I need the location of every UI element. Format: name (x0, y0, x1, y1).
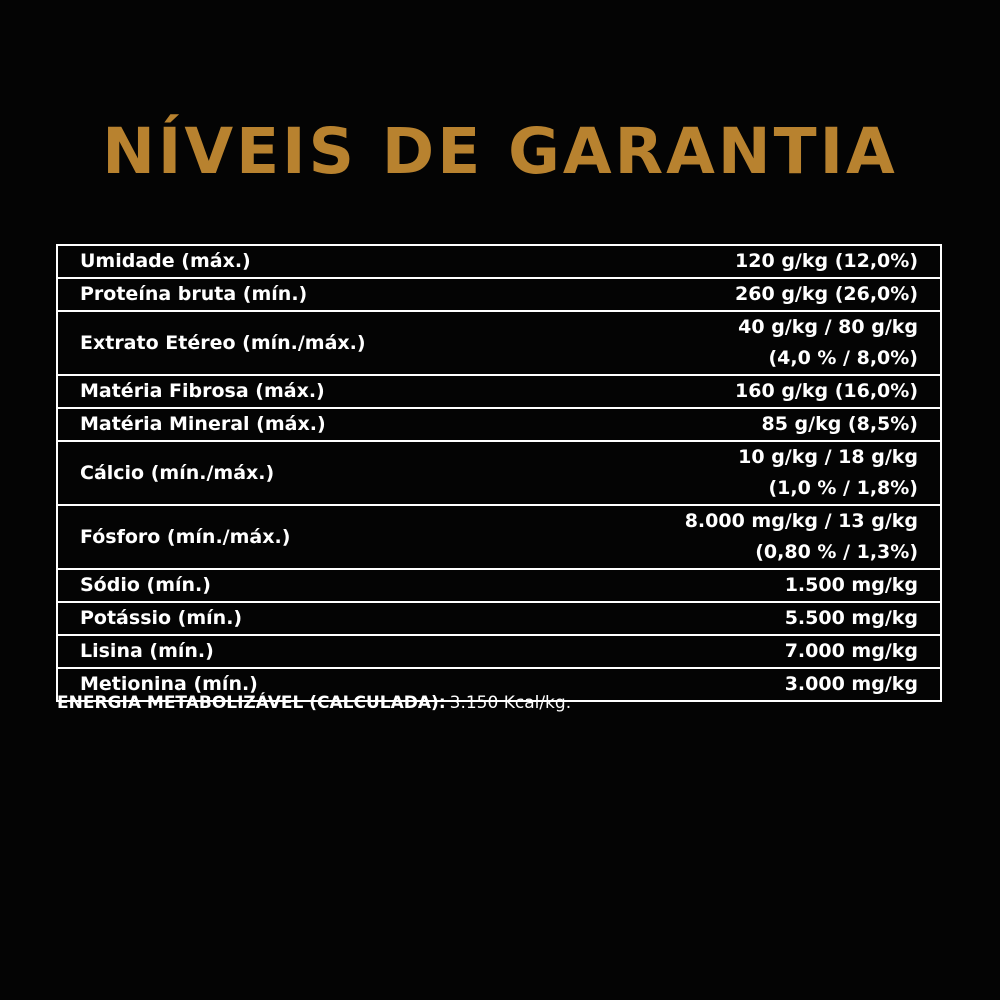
nutrient-name: Lisina (mín.) (57, 635, 560, 668)
table-row (57, 441, 941, 505)
table-row (57, 505, 941, 569)
page-title: NÍVEIS DE GARANTIA (102, 115, 898, 188)
nutrient-name: Sódio (mín.) (57, 569, 560, 602)
table-row (57, 408, 941, 441)
nutrient-value (560, 635, 941, 668)
nutrient-value-line: (4,0 % / 8,0%) (768, 347, 918, 369)
nutrient-name: Proteína bruta (mín.) (57, 278, 560, 311)
nutrient-value-line: 260 g/kg (26,0%) (735, 283, 918, 305)
nutrient-value (560, 408, 941, 441)
nutrient-value (560, 602, 941, 635)
nutrient-value-line: 3.000 mg/kg (784, 673, 918, 695)
nutrient-value (560, 245, 941, 278)
nutrient-name: Metionina (mín.) (57, 668, 560, 701)
nutrient-value-line: 85 g/kg (8,5%) (761, 413, 918, 435)
nutrient-value-line: 160 g/kg (16,0%) (735, 380, 918, 402)
nutrient-name: Cálcio (mín./máx.) (57, 441, 560, 505)
nutrient-name: Extrato Etéreo (mín./máx.) (57, 311, 560, 375)
nutrient-name: Matéria Mineral (máx.) (57, 408, 560, 441)
nutrient-name: Potássio (mín.) (57, 602, 560, 635)
energy-value: 3.150 Kcal/kg. (449, 693, 572, 713)
table-row (57, 375, 941, 408)
table-body (57, 245, 941, 701)
table-row (57, 245, 941, 278)
energy-label: ENERGIA METABOLIZÁVEL (CALCULADA): (57, 693, 446, 713)
nutrient-value-line: (1,0 % / 1,8%) (768, 477, 918, 499)
nutrient-value-line: 40 g/kg / 80 g/kg (738, 316, 918, 338)
nutrient-name: Umidade (máx.) (57, 245, 560, 278)
table-row (57, 602, 941, 635)
nutrient-value-line: 7.000 mg/kg (784, 640, 918, 662)
nutrient-value-line: 10 g/kg / 18 g/kg (738, 446, 918, 468)
nutrient-value (560, 505, 941, 569)
table-row (57, 278, 941, 311)
nutrient-value-line: (0,80 % / 1,3%) (755, 541, 918, 563)
guarantee-levels-table (56, 244, 942, 702)
nutrient-value (560, 441, 941, 505)
energy-line (57, 690, 571, 716)
nutrient-value (560, 278, 941, 311)
nutrient-value (560, 569, 941, 602)
nutrient-value-line: 1.500 mg/kg (784, 574, 918, 596)
table-row (57, 635, 941, 668)
nutrient-value-line: 8.000 mg/kg / 13 g/kg (684, 510, 918, 532)
nutrient-name: Matéria Fibrosa (máx.) (57, 375, 560, 408)
nutrient-value (560, 311, 941, 375)
table-row (57, 311, 941, 375)
nutrient-name: Fósforo (mín./máx.) (57, 505, 560, 569)
nutrient-value (560, 668, 941, 701)
table-row (57, 569, 941, 602)
nutrient-value-line: 5.500 mg/kg (784, 607, 918, 629)
nutrient-value-line: 120 g/kg (12,0%) (735, 250, 918, 272)
nutrient-value (560, 375, 941, 408)
